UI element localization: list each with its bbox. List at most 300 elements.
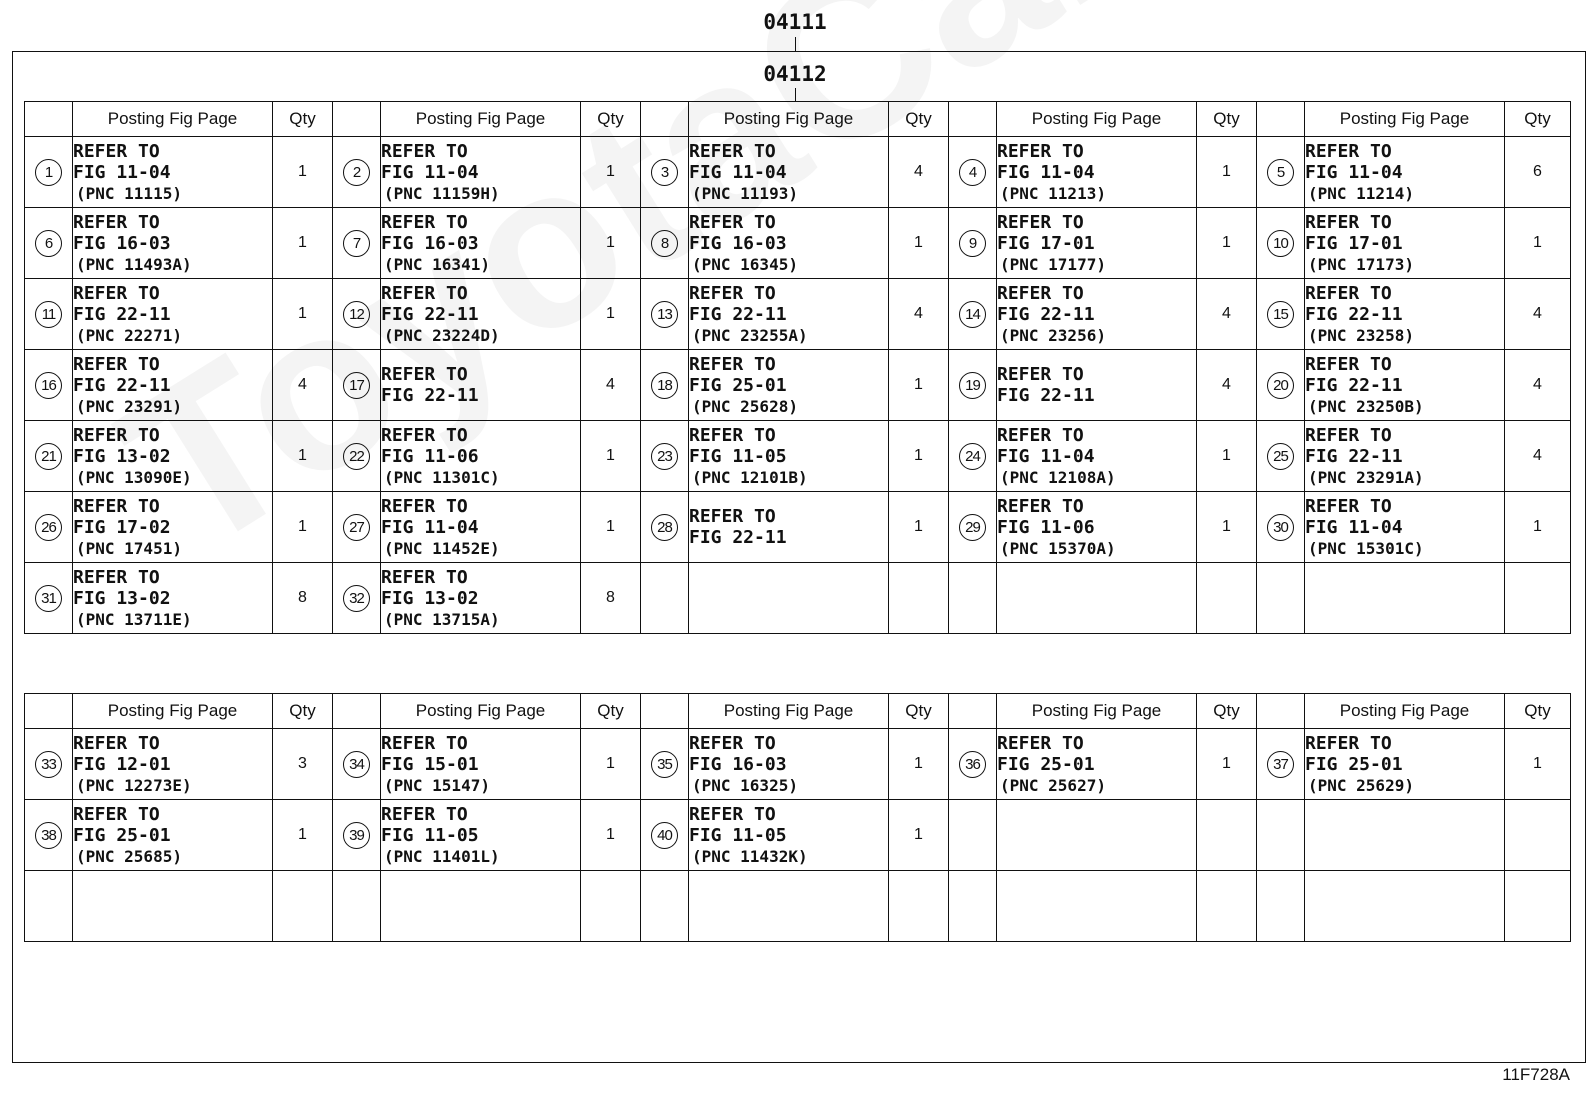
ref-number-cell	[333, 563, 381, 634]
ref-number-circle: 18	[651, 372, 678, 399]
refer-to-text: REFER TO	[381, 495, 468, 517]
ref-number-cell	[949, 279, 997, 350]
ref-number-circle: 1	[35, 159, 62, 186]
qty-cell: 1	[889, 208, 949, 279]
qty-cell	[889, 563, 949, 634]
refer-to-text: REFER TO	[997, 364, 1084, 385]
refer-to-text: REFER TO	[73, 495, 160, 517]
refer-to-text: REFER TO	[1305, 424, 1392, 446]
pnc-text: (PNC 25628)	[692, 396, 798, 416]
fig-page-text: FIG 12-01	[73, 753, 171, 775]
fig-page-text: FIG 22-11	[689, 303, 787, 325]
qty-cell	[889, 871, 949, 942]
pnc-text: (PNC 16341)	[384, 254, 490, 274]
qty-header: Qty	[1197, 694, 1257, 729]
posting-reference-cell	[381, 137, 581, 208]
table-row	[25, 563, 1571, 634]
posting-reference-cell	[381, 279, 581, 350]
refer-to-text: REFER TO	[689, 424, 776, 446]
qty-cell: 1	[1505, 729, 1571, 800]
ref-number-header	[641, 694, 689, 729]
qty-cell: 1	[1197, 208, 1257, 279]
ref-number-cell	[641, 208, 689, 279]
ref-number-cell	[333, 421, 381, 492]
qty-cell: 1	[1505, 208, 1571, 279]
qty-cell: 1	[581, 421, 641, 492]
figure-code: 11F728A	[1502, 1065, 1570, 1084]
posting-reference-cell	[73, 137, 273, 208]
pnc-text: (PNC 11493A)	[76, 254, 192, 274]
ref-number-cell	[1257, 800, 1305, 871]
ref-number-cell	[641, 492, 689, 563]
fig-page-text: FIG 11-04	[1305, 161, 1403, 183]
refer-to-text: REFER TO	[997, 140, 1084, 162]
fig-page-text: FIG 25-01	[997, 753, 1095, 775]
refer-to-text: REFER TO	[381, 211, 468, 233]
ref-number-cell	[25, 871, 73, 942]
posting-reference-cell	[997, 492, 1197, 563]
qty-cell	[581, 871, 641, 942]
qty-cell: 1	[581, 137, 641, 208]
refer-to-text: REFER TO	[997, 424, 1084, 446]
pnc-text: (PNC 25627)	[1000, 775, 1106, 795]
posting-reference-cell	[689, 279, 889, 350]
pnc-text: (PNC 11159H)	[384, 183, 500, 203]
refer-to-text: REFER TO	[381, 282, 468, 304]
pnc-text: (PNC 11213)	[1000, 183, 1106, 203]
fig-page-text: FIG 25-01	[689, 374, 787, 396]
ref-number-header	[333, 102, 381, 137]
ref-number-cell	[1257, 279, 1305, 350]
refer-to-text: REFER TO	[1305, 211, 1392, 233]
refer-to-text: REFER TO	[1305, 140, 1392, 162]
pnc-text: (PNC 23255A)	[692, 325, 808, 345]
pnc-text: (PNC 16325)	[692, 775, 798, 795]
ref-number-cell	[333, 208, 381, 279]
pnc-text: (PNC 13090E)	[76, 467, 192, 487]
fig-page-text: FIG 11-04	[1305, 516, 1403, 538]
ref-number-cell	[949, 729, 997, 800]
ref-number-circle: 19	[959, 372, 986, 399]
ref-number-circle: 23	[651, 443, 678, 470]
posting-reference-cell	[73, 279, 273, 350]
ref-number-cell	[333, 350, 381, 421]
refer-to-text: REFER TO	[1305, 732, 1392, 754]
ref-number-header	[25, 102, 73, 137]
posting-reference-cell	[1305, 492, 1505, 563]
table-row	[25, 279, 1571, 350]
ref-number-circle: 3	[651, 159, 678, 186]
ref-number-circle: 15	[1267, 301, 1294, 328]
ref-number-circle: 20	[1267, 372, 1294, 399]
ref-number-cell	[25, 208, 73, 279]
pnc-text: (PNC 12101B)	[692, 467, 808, 487]
ref-number-cell	[333, 492, 381, 563]
refer-to-text: REFER TO	[997, 282, 1084, 304]
ref-number-circle: 22	[343, 443, 370, 470]
fig-page-text: FIG 11-05	[689, 445, 787, 467]
fig-page-text: FIG 17-01	[1305, 232, 1403, 254]
fig-page-text: FIG 22-11	[73, 374, 171, 396]
posting-reference-cell	[997, 208, 1197, 279]
refer-to-text: REFER TO	[381, 364, 468, 385]
posting-reference-cell	[689, 800, 889, 871]
posting-fig-page-header: Posting Fig Page	[73, 102, 273, 137]
table-row	[25, 350, 1571, 421]
refer-to-text: REFER TO	[381, 424, 468, 446]
fig-page-text: FIG 22-11	[73, 303, 171, 325]
fig-page-text: FIG 11-04	[381, 516, 479, 538]
posting-reference-cell	[381, 208, 581, 279]
posting-fig-page-header: Posting Fig Page	[1305, 102, 1505, 137]
refer-to-text: REFER TO	[689, 211, 776, 233]
ref-number-circle: 16	[35, 372, 62, 399]
ref-number-cell	[333, 871, 381, 942]
qty-cell: 4	[1505, 350, 1571, 421]
ref-number-cell	[25, 729, 73, 800]
fig-page-text: FIG 22-11	[381, 303, 479, 325]
posting-reference-cell	[689, 492, 889, 563]
posting-reference-cell	[1305, 729, 1505, 800]
posting-reference-cell	[381, 563, 581, 634]
ref-number-header	[949, 694, 997, 729]
ref-number-circle: 38	[35, 822, 62, 849]
ref-number-circle: 37	[1267, 751, 1294, 778]
ref-number-circle: 28	[651, 514, 678, 541]
ref-number-circle: 40	[651, 822, 678, 849]
posting-reference-cell	[73, 871, 273, 942]
ref-number-circle: 35	[651, 751, 678, 778]
posting-reference-cell	[73, 421, 273, 492]
ref-number-cell	[1257, 729, 1305, 800]
ref-number-circle: 13	[651, 301, 678, 328]
pnc-text: (PNC 11214)	[1308, 183, 1414, 203]
posting-reference-cell	[73, 208, 273, 279]
pnc-text: (PNC 23250B)	[1308, 396, 1424, 416]
fig-page-text: FIG 11-04	[381, 161, 479, 183]
refer-to-text: REFER TO	[73, 140, 160, 162]
pnc-text: (PNC 13711E)	[76, 609, 192, 629]
qty-cell: 1	[889, 800, 949, 871]
pnc-text: (PNC 23224D)	[384, 325, 500, 345]
posting-reference-cell	[73, 492, 273, 563]
ref-number-circle: 9	[959, 230, 986, 257]
ref-number-circle: 2	[343, 159, 370, 186]
ref-number-circle: 29	[959, 514, 986, 541]
refer-to-text: REFER TO	[997, 732, 1084, 754]
posting-reference-cell	[997, 563, 1197, 634]
fig-page-text: FIG 11-06	[997, 516, 1095, 538]
ref-number-circle: 11	[35, 301, 62, 328]
ref-number-circle: 30	[1267, 514, 1294, 541]
posting-reference-cell	[689, 208, 889, 279]
qty-header: Qty	[581, 694, 641, 729]
fig-page-text: FIG 11-04	[997, 445, 1095, 467]
posting-fig-page-header: Posting Fig Page	[381, 694, 581, 729]
posting-reference-cell	[997, 421, 1197, 492]
fig-page-text: FIG 11-05	[689, 824, 787, 846]
fig-page-text: FIG 22-11	[381, 385, 479, 406]
pnc-text: (PNC 15370A)	[1000, 538, 1116, 558]
ref-number-circle: 10	[1267, 230, 1294, 257]
pnc-text: (PNC 11452E)	[384, 538, 500, 558]
fig-page-text: FIG 17-01	[997, 232, 1095, 254]
qty-cell	[1505, 871, 1571, 942]
ref-number-cell	[1257, 421, 1305, 492]
fig-page-text: FIG 16-03	[689, 232, 787, 254]
posting-reference-cell	[689, 729, 889, 800]
qty-cell: 1	[581, 729, 641, 800]
qty-cell	[1197, 800, 1257, 871]
posting-reference-cell	[997, 729, 1197, 800]
posting-reference-cell	[1305, 350, 1505, 421]
qty-cell: 1	[273, 800, 333, 871]
ref-number-cell	[25, 800, 73, 871]
fig-page-text: FIG 11-06	[381, 445, 479, 467]
pnc-text: (PNC 13715A)	[384, 609, 500, 629]
pnc-text: (PNC 22271)	[76, 325, 182, 345]
qty-cell: 1	[273, 208, 333, 279]
qty-cell: 1	[1197, 137, 1257, 208]
ref-number-cell	[25, 137, 73, 208]
pnc-text: (PNC 23291A)	[1308, 467, 1424, 487]
parts-table-upper	[24, 101, 1571, 634]
fig-page-text: FIG 11-04	[73, 161, 171, 183]
qty-cell: 1	[889, 421, 949, 492]
qty-cell	[1197, 563, 1257, 634]
qty-cell: 4	[1197, 350, 1257, 421]
qty-cell: 1	[581, 279, 641, 350]
fig-page-text: FIG 22-11	[1305, 374, 1403, 396]
ref-number-circle: 33	[35, 751, 62, 778]
pnc-text: (PNC 25629)	[1308, 775, 1414, 795]
posting-reference-cell	[73, 729, 273, 800]
posting-fig-page-header: Posting Fig Page	[1305, 694, 1505, 729]
pnc-text: (PNC 17451)	[76, 538, 182, 558]
qty-header: Qty	[889, 102, 949, 137]
qty-cell	[1505, 800, 1571, 871]
refer-to-text: REFER TO	[73, 732, 160, 754]
refer-to-text: REFER TO	[689, 353, 776, 375]
ref-number-cell	[949, 208, 997, 279]
qty-cell: 1	[581, 492, 641, 563]
qty-header: Qty	[273, 694, 333, 729]
ref-number-cell	[333, 137, 381, 208]
fig-page-text: FIG 13-02	[73, 587, 171, 609]
qty-cell: 8	[273, 563, 333, 634]
refer-to-text: REFER TO	[73, 353, 160, 375]
table-row	[25, 729, 1571, 800]
fig-page-text: FIG 11-04	[689, 161, 787, 183]
refer-to-text: REFER TO	[997, 495, 1084, 517]
qty-cell: 1	[273, 421, 333, 492]
ref-number-cell	[1257, 871, 1305, 942]
ref-number-circle: 24	[959, 443, 986, 470]
ref-number-cell	[1257, 350, 1305, 421]
ref-number-circle: 26	[35, 514, 62, 541]
refer-to-text: REFER TO	[1305, 495, 1392, 517]
ref-number-circle: 21	[35, 443, 62, 470]
pnc-text: (PNC 11115)	[76, 183, 182, 203]
ref-number-circle: 6	[35, 230, 62, 257]
ref-number-cell	[949, 137, 997, 208]
qty-cell: 4	[889, 137, 949, 208]
qty-header: Qty	[1505, 102, 1571, 137]
posting-reference-cell	[1305, 800, 1505, 871]
qty-cell: 1	[889, 729, 949, 800]
ref-number-header	[1257, 694, 1305, 729]
refer-to-text: REFER TO	[689, 140, 776, 162]
ref-number-cell	[949, 421, 997, 492]
leader-line-top	[795, 37, 796, 51]
refer-to-text: REFER TO	[73, 566, 160, 588]
ref-number-cell	[641, 729, 689, 800]
fig-page-text: FIG 16-03	[381, 232, 479, 254]
fig-page-text: FIG 22-11	[997, 385, 1095, 406]
qty-cell: 4	[889, 279, 949, 350]
ref-number-circle: 17	[343, 372, 370, 399]
posting-reference-cell	[381, 871, 581, 942]
table-row	[25, 208, 1571, 279]
ref-number-circle: 27	[343, 514, 370, 541]
table-row	[25, 492, 1571, 563]
fig-page-text: FIG 13-02	[381, 587, 479, 609]
posting-reference-cell	[73, 563, 273, 634]
refer-to-text: REFER TO	[689, 732, 776, 754]
pnc-text: (PNC 17173)	[1308, 254, 1414, 274]
posting-reference-cell	[689, 421, 889, 492]
posting-reference-cell	[381, 421, 581, 492]
posting-reference-cell	[689, 871, 889, 942]
posting-reference-cell	[997, 800, 1197, 871]
posting-reference-cell	[1305, 871, 1505, 942]
pnc-text: (PNC 11401L)	[384, 846, 500, 866]
posting-reference-cell	[997, 350, 1197, 421]
ref-number-cell	[949, 871, 997, 942]
pnc-text: (PNC 11193)	[692, 183, 798, 203]
ref-number-cell	[641, 871, 689, 942]
refer-to-text: REFER TO	[73, 803, 160, 825]
posting-fig-page-header: Posting Fig Page	[997, 694, 1197, 729]
ref-number-cell	[25, 279, 73, 350]
ref-number-circle: 7	[343, 230, 370, 257]
pnc-text: (PNC 15301C)	[1308, 538, 1424, 558]
refer-to-text: REFER TO	[381, 803, 468, 825]
pnc-text: (PNC 12273E)	[76, 775, 192, 795]
refer-to-text: REFER TO	[997, 211, 1084, 233]
qty-cell: 3	[273, 729, 333, 800]
ref-number-cell	[25, 421, 73, 492]
parts-table-lower	[24, 693, 1571, 942]
ref-number-circle: 25	[1267, 443, 1294, 470]
ref-number-cell	[641, 350, 689, 421]
qty-header: Qty	[1505, 694, 1571, 729]
ref-number-circle: 5	[1267, 159, 1294, 186]
header-row	[25, 694, 1571, 729]
qty-cell: 6	[1505, 137, 1571, 208]
qty-cell: 8	[581, 563, 641, 634]
ref-number-header	[1257, 102, 1305, 137]
ref-number-cell	[641, 800, 689, 871]
qty-cell: 1	[273, 492, 333, 563]
refer-to-text: REFER TO	[73, 282, 160, 304]
posting-reference-cell	[1305, 137, 1505, 208]
fig-page-text: FIG 22-11	[1305, 445, 1403, 467]
qty-cell: 4	[1505, 279, 1571, 350]
posting-fig-page-header: Posting Fig Page	[73, 694, 273, 729]
posting-reference-cell	[689, 563, 889, 634]
table-row	[25, 137, 1571, 208]
qty-cell: 4	[1505, 421, 1571, 492]
posting-reference-cell	[1305, 421, 1505, 492]
ref-number-header	[25, 694, 73, 729]
pnc-text: (PNC 25685)	[76, 846, 182, 866]
qty-cell: 1	[889, 350, 949, 421]
qty-cell: 1	[273, 137, 333, 208]
fig-page-text: FIG 17-02	[73, 516, 171, 538]
ref-number-cell	[641, 137, 689, 208]
qty-cell	[1505, 563, 1571, 634]
ref-number-cell	[333, 800, 381, 871]
qty-cell: 1	[1197, 492, 1257, 563]
ref-number-circle: 36	[959, 751, 986, 778]
leader-line-inner	[795, 88, 796, 101]
refer-to-text: REFER TO	[689, 803, 776, 825]
posting-reference-cell	[997, 137, 1197, 208]
posting-reference-cell	[689, 350, 889, 421]
assembly-code-04112: 04112	[763, 62, 827, 86]
fig-page-text: FIG 25-01	[73, 824, 171, 846]
table-row	[25, 421, 1571, 492]
ref-number-cell	[641, 563, 689, 634]
qty-cell: 1	[1197, 729, 1257, 800]
ref-number-circle: 14	[959, 301, 986, 328]
ref-number-cell	[333, 279, 381, 350]
qty-cell: 4	[1197, 279, 1257, 350]
qty-header: Qty	[581, 102, 641, 137]
fig-page-text: FIG 22-11	[1305, 303, 1403, 325]
ref-number-circle: 32	[343, 585, 370, 612]
ref-number-circle: 31	[35, 585, 62, 612]
posting-reference-cell	[1305, 563, 1505, 634]
fig-page-text: FIG 16-03	[689, 753, 787, 775]
pnc-text: (PNC 23256)	[1000, 325, 1106, 345]
posting-reference-cell	[381, 492, 581, 563]
ref-number-circle: 34	[343, 751, 370, 778]
qty-header: Qty	[1197, 102, 1257, 137]
refer-to-text: REFER TO	[381, 732, 468, 754]
ref-number-cell	[949, 492, 997, 563]
qty-header: Qty	[273, 102, 333, 137]
fig-page-text: FIG 22-11	[997, 303, 1095, 325]
posting-reference-cell	[73, 350, 273, 421]
fig-page-text: FIG 13-02	[73, 445, 171, 467]
posting-reference-cell	[73, 800, 273, 871]
posting-reference-cell	[689, 137, 889, 208]
ref-number-cell	[333, 729, 381, 800]
ref-number-header	[949, 102, 997, 137]
fig-page-text: FIG 11-04	[997, 161, 1095, 183]
pnc-text: (PNC 15147)	[384, 775, 490, 795]
posting-fig-page-header: Posting Fig Page	[689, 102, 889, 137]
table-row	[25, 871, 1571, 942]
qty-cell: 1	[1197, 421, 1257, 492]
ref-number-cell	[949, 800, 997, 871]
ref-number-cell	[1257, 137, 1305, 208]
header-row	[25, 102, 1571, 137]
ref-number-circle: 4	[959, 159, 986, 186]
qty-cell: 1	[889, 492, 949, 563]
